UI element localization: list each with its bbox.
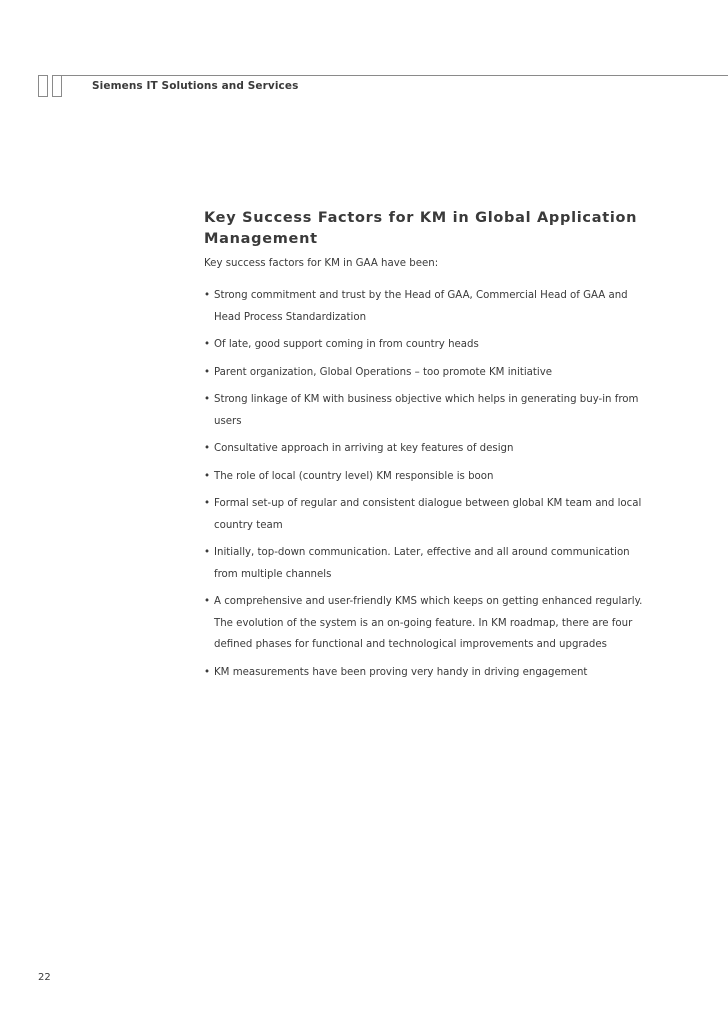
bullet-item [204, 438, 644, 460]
bullet-glyph: • [204, 394, 211, 405]
section-intro: Key success factors for KM in GAA have been: [204, 258, 439, 269]
bullet-glyph: • [204, 290, 211, 301]
bullet-text: Consultative approach in arriving at key features of design [214, 443, 514, 454]
header-marker-box [38, 75, 48, 97]
bullet-glyph: • [204, 443, 211, 454]
bullet-text: The role of local (country level) KM responsible is boon [214, 470, 494, 482]
bullet-item [204, 334, 644, 356]
bullet-glyph: • [204, 498, 211, 509]
section-title: Key Success Factors for KM in Global Application Management [204, 210, 638, 247]
bullet-text: Parent organization, Global Operations – too promote KM initiative [214, 366, 553, 378]
bullet-item [204, 542, 644, 585]
bullet-item [204, 662, 644, 684]
page-number: 22 [38, 972, 51, 983]
bullet-glyph: • [204, 547, 211, 558]
bullet-text: KM measurements have been proving very handy in driving engagement [214, 666, 588, 678]
bullet-glyph: • [204, 666, 211, 678]
bullet-item [204, 466, 644, 488]
bullet-text: Initially, top-down communication. Later, effective and all around communication from multiple channels [214, 547, 630, 580]
bullet-item [204, 362, 644, 384]
bullet-glyph: • [204, 366, 211, 378]
bullet-text: Strong commitment and trust by the Head of GAA, Commercial Head of GAA and Head Process Standardization [214, 290, 628, 323]
bullet-item [204, 591, 644, 656]
bullet-text: Of late, good support coming in from country heads [214, 339, 479, 350]
header-rule [52, 75, 728, 76]
header-title: Siemens IT Solutions and Services [92, 80, 299, 92]
bullet-text: Formal set-up of regular and consistent dialogue between global KM team and local country team [214, 498, 642, 531]
bullet-item [204, 389, 644, 432]
bullet-glyph: • [204, 596, 211, 607]
bullet-list [204, 285, 644, 683]
bullet-text: Strong linkage of KM with business objective which helps in generating buy-in from users [214, 394, 639, 427]
bullet-item [204, 285, 644, 328]
bullet-glyph: • [204, 339, 211, 350]
bullet-item [204, 493, 644, 536]
bullet-glyph: • [204, 470, 211, 482]
bullet-text: A comprehensive and user-friendly KMS which keeps on getting enhanced regularly. The evolution of the system is an on-going feature. In KM roadmap, there are four defined phases for functional and technological improvements and upgrades [214, 596, 643, 650]
header-marker-box [52, 75, 62, 97]
main-content [204, 208, 644, 689]
